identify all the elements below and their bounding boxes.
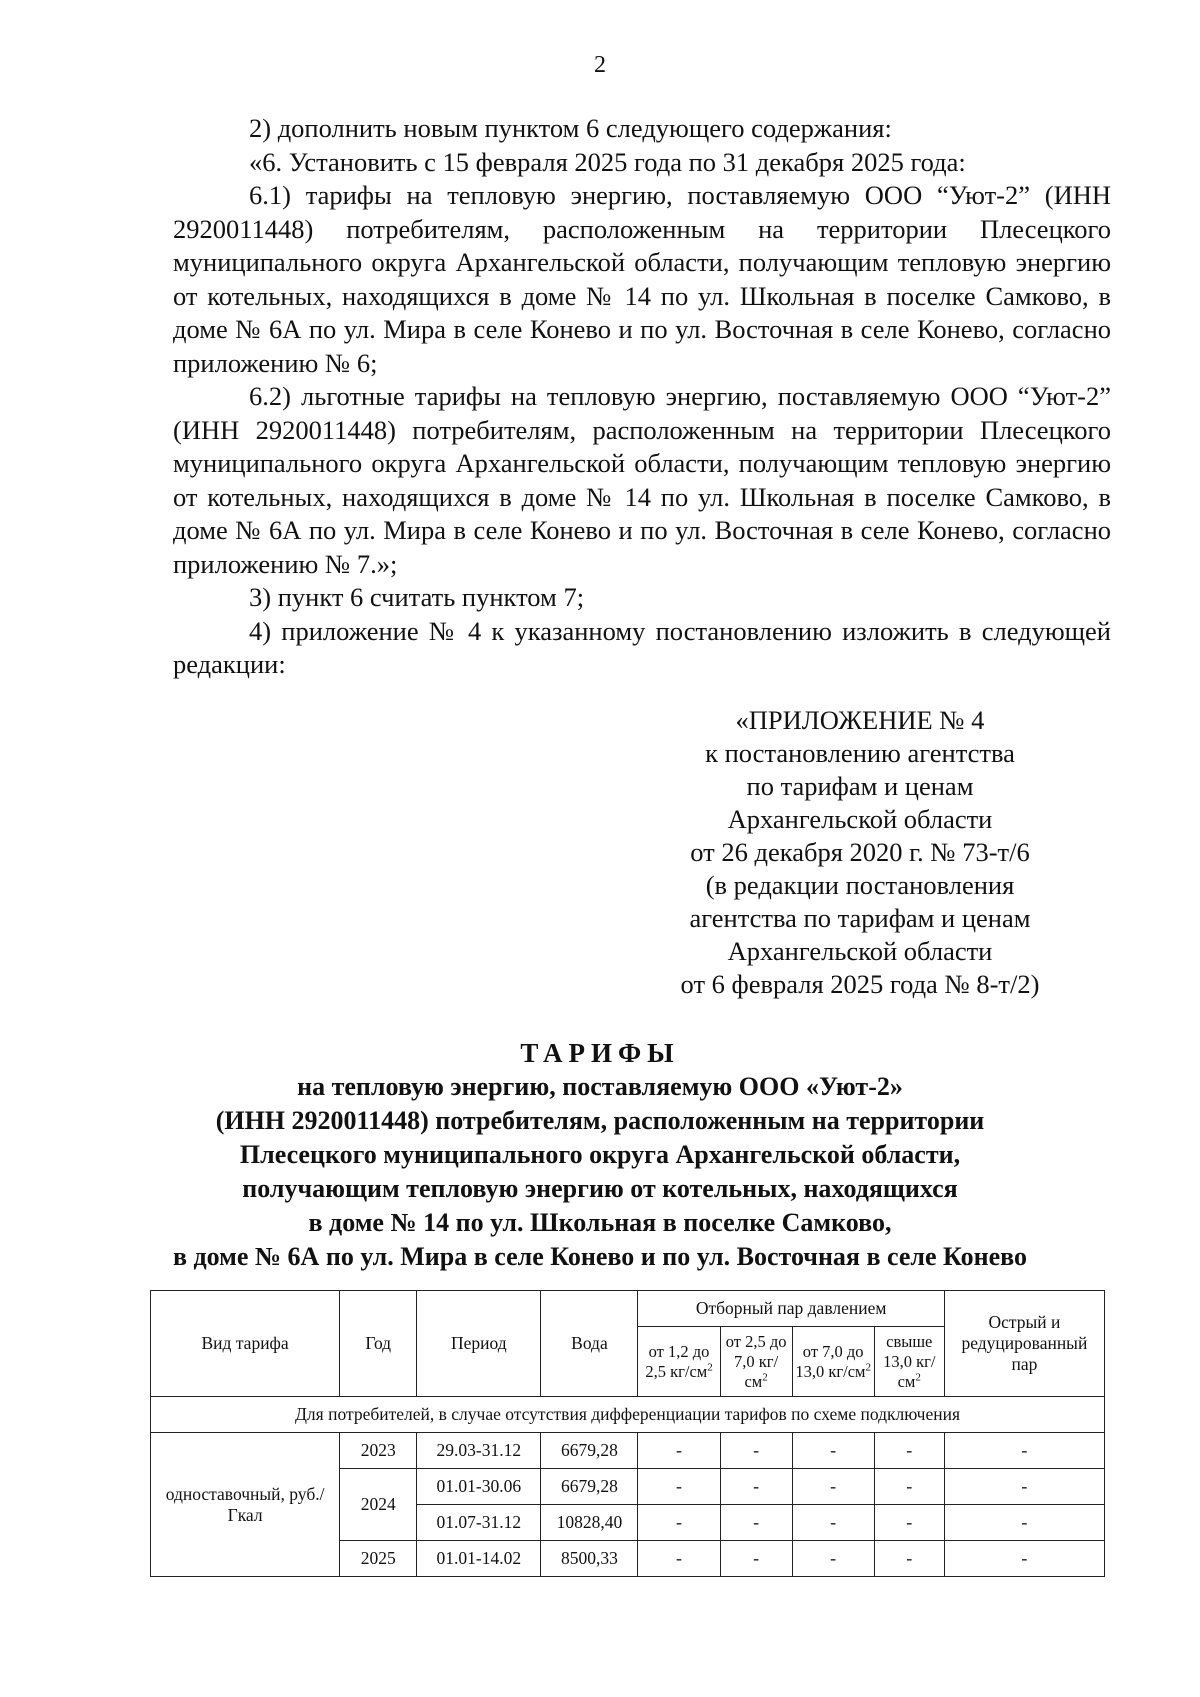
paragraph-item-6: «6. Установить с 15 февраля 2025 года по 31 декабря 2025 года:: [249, 146, 966, 177]
header-steam-4: свыше 13,0 $кг/см^2$: [874, 1327, 944, 1397]
title-line: на тепловую энергию, поставляемую ООО «Уют-2»: [297, 1072, 903, 1101]
year-cell: 2024: [340, 1469, 417, 1541]
dash-cell: -: [720, 1433, 792, 1469]
period-cell: 01.01-30.06: [417, 1469, 541, 1505]
dash-cell: -: [874, 1541, 944, 1577]
paragraph-6-2: 6.2) льготные тарифы на тепловую энергию, поставляемую ООО “Уют-2” (ИНН 2920011448) потребителям, расположенным на территории Плесецкого муниципального округа Архангельской области, получающим тепловую энергию от котельных, находящихся в доме № 14 по ул. Школьная в поселке Самково, в доме № 6А по ул. Мира в селе Конево и по ул. Восточная в селе Конево, согласно приложению № 7.»;: [173, 381, 1111, 579]
appendix-line: (в редакции постановления: [705, 870, 1015, 900]
appendix-line: Архангельской области: [727, 804, 993, 834]
paragraph-item-2: 2) дополнить новым пунктом 6 следующего содержания:: [249, 113, 892, 143]
water-cell: 6679,28: [541, 1433, 638, 1469]
title-line: получающим тепловую энергию от котельных, находящихся: [242, 1174, 958, 1203]
water-cell: 6679,28: [541, 1469, 638, 1505]
appendix-line: от 6 февраля 2025 года № 8-т/2): [680, 969, 1040, 999]
header-sharp-steam: Острый и редуцированный пар: [944, 1291, 1104, 1397]
appendix-header: [590, 704, 1130, 1001]
water-cell: 10828,40: [541, 1505, 638, 1541]
table-row: [151, 1433, 1105, 1469]
dash-cell: -: [874, 1433, 944, 1469]
dash-cell: -: [792, 1433, 874, 1469]
appendix-line: по тарифам и ценам: [746, 771, 974, 801]
dash-cell: -: [638, 1541, 720, 1577]
header-tariff-type: Вид тарифа: [151, 1291, 340, 1397]
tariffs-table: [150, 1290, 1105, 1577]
period-cell: 29.03-31.12: [417, 1433, 541, 1469]
title-line: в доме № 6А по ул. Мира в селе Конево и по ул. Восточная в селе Конево: [172, 1242, 1027, 1271]
paragraph-item-3: 3) пункт 6 считать пунктом 7;: [249, 582, 585, 612]
period-cell: 01.07-31.12: [417, 1505, 541, 1541]
header-water: Вода: [541, 1291, 638, 1397]
water-cell: 8500,33: [541, 1541, 638, 1577]
paragraph-item-4: 4) приложение № 4 к указанному постановлению изложить в следующей редакции:: [173, 615, 1111, 679]
appendix-line: Архангельской области: [727, 936, 993, 966]
dash-cell: -: [720, 1541, 792, 1577]
header-year: Год: [340, 1291, 417, 1397]
paragraph-6-1: 6.1) тарифы на тепловую энергию, поставляемую ООО “Уют-2” (ИНН 2920011448) потребителям, расположенным на территории Плесецкого муниципального округа Архангельской области, получающим тепловую энергию от котельных, находящихся в доме № 14 по ул. Школьная в поселке Самково, в доме № 6А по ул. Мира в селе Конево и по ул. Восточная в селе Конево, согласно приложению № 6;: [173, 180, 1111, 378]
tariffs-title: [0, 1036, 1200, 1274]
appendix-line: к постановлению агентства: [705, 738, 1015, 768]
period-cell: 01.01-14.02: [417, 1541, 541, 1577]
section-row: Для потребителей, в случае отсутствия дифференциации тарифов по схеме подключения: [151, 1397, 1105, 1433]
header-steam-1: от 1,2 до 2,5 $кг/см^2$: [638, 1327, 720, 1397]
dash-cell: -: [638, 1469, 720, 1505]
dash-cell: -: [720, 1469, 792, 1505]
dash-cell: -: [638, 1505, 720, 1541]
tariffs-heading: ТАРИФЫ: [520, 1038, 680, 1068]
header-period: Период: [417, 1291, 541, 1397]
dash-cell: -: [944, 1541, 1104, 1577]
dash-cell: -: [720, 1505, 792, 1541]
title-line: Плесецкого муниципального округа Архангельской области,: [239, 1140, 961, 1169]
dash-cell: -: [792, 1505, 874, 1541]
dash-cell: -: [874, 1469, 944, 1505]
year-cell: 2023: [340, 1433, 417, 1469]
dash-cell: -: [874, 1505, 944, 1541]
header-steam-2: от 2,5 до 7,0 $кг/см^2$: [720, 1327, 792, 1397]
body-text: [173, 112, 1111, 682]
appendix-line: от 26 декабря 2020 г. № 73-т/6: [690, 837, 1030, 867]
dash-cell: -: [792, 1469, 874, 1505]
dash-cell: -: [792, 1541, 874, 1577]
page-number: 2: [594, 52, 606, 78]
header-steam-group: Отборный пар давлением: [638, 1291, 944, 1327]
tariff-type-cell: одноставочный, руб./Гкал: [151, 1433, 340, 1577]
header-steam-3: от 7,0 до 13,0 $кг/см^2$: [792, 1327, 874, 1397]
title-line: (ИНН 2920011448) потребителям, расположенным на территории: [215, 1106, 985, 1135]
year-cell: 2025: [340, 1541, 417, 1577]
dash-cell: -: [944, 1433, 1104, 1469]
dash-cell: -: [638, 1433, 720, 1469]
appendix-line: агентства по тарифам и ценам: [689, 903, 1031, 933]
title-line: в доме № 14 по ул. Школьная в поселке Самково,: [308, 1208, 892, 1237]
dash-cell: -: [944, 1505, 1104, 1541]
dash-cell: -: [944, 1469, 1104, 1505]
appendix-line: «ПРИЛОЖЕНИЕ № 4: [735, 705, 985, 735]
